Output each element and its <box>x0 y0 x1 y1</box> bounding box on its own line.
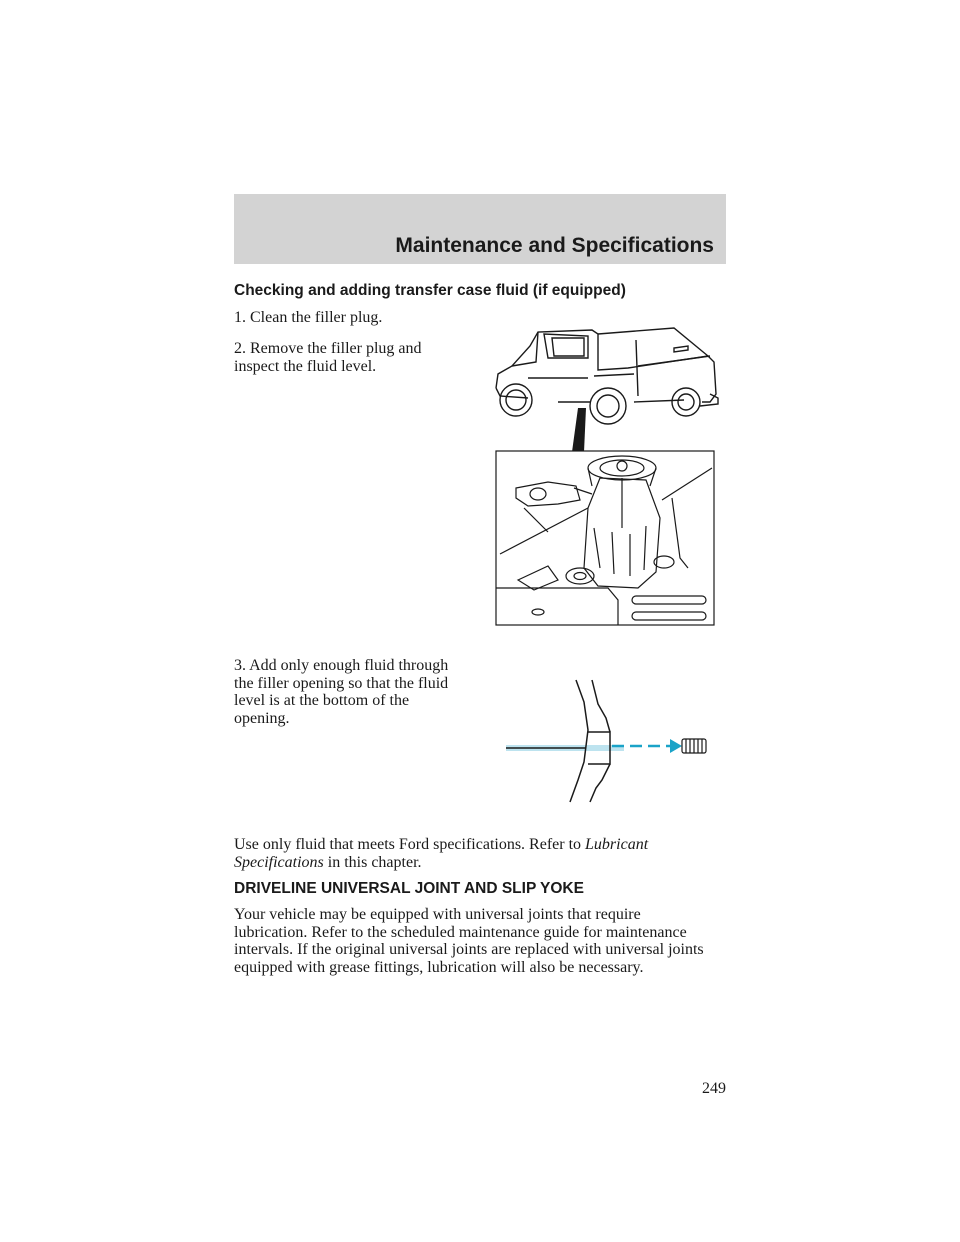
fluid-spec-note <box>234 836 734 871</box>
driveline-paragraph <box>234 906 744 976</box>
fluid-spec-note-suffix: in this chapter. <box>327 853 422 871</box>
lubricant-specifications-ref-1: Lubricant <box>585 836 649 853</box>
step-3 <box>234 657 494 727</box>
step-3-line-1: 3. Add only enough fluid through <box>234 657 449 674</box>
truck-transfer-case-illustration <box>488 318 728 630</box>
chapter-title: Maintenance and Specifications <box>395 234 714 257</box>
pointer-wedge <box>572 408 586 452</box>
detail-box <box>496 451 714 625</box>
lubricant-specifications-ref-2: Specifications <box>234 853 324 871</box>
filler-plug <box>682 739 706 753</box>
step-2 <box>234 340 494 375</box>
driveline-heading: DRIVELINE UNIVERSAL JOINT AND SLIP YOKE <box>234 880 584 897</box>
step-2-line-1: 2. Remove the filler plug and <box>234 340 422 357</box>
case-wall-outer <box>570 680 588 802</box>
step-3-line-2: the filler opening so that the fluid <box>234 674 449 692</box>
fluid-spec-note-prefix: Use only fluid that meets Ford specifications. Refer to <box>234 836 582 853</box>
driveline-line-4: equipped with grease fittings, lubrication will also be necessary. <box>234 958 644 976</box>
fluid-spec-note-line-1 <box>234 836 734 854</box>
step-3-line-4: opening. <box>234 709 290 727</box>
transfer-case-heading: Checking and adding transfer case fluid (if equipped) <box>234 282 626 299</box>
step-1: 1. Clean the filler plug. <box>234 309 383 326</box>
fluid-level-svg <box>502 676 714 806</box>
driveline-line-2: lubrication. Refer to the scheduled maintenance guide for maintenance <box>234 923 687 941</box>
fluid-level-illustration <box>502 676 714 806</box>
driveline-line-1: Your vehicle may be equipped with universal joints that require <box>234 906 641 923</box>
fluid-arrow-head <box>670 739 682 753</box>
truck-illustration-svg <box>488 318 728 630</box>
chapter-header-band <box>234 194 726 264</box>
page-number: 249 <box>702 1080 726 1097</box>
driveline-line-3: intervals. If the original universal joints are replaced with universal joints <box>234 941 704 958</box>
fluid-spec-note-line-2 <box>234 854 734 872</box>
step-3-line-3: level is at the bottom of the <box>234 692 410 709</box>
step-2-line-2: inspect the fluid level. <box>234 357 377 375</box>
